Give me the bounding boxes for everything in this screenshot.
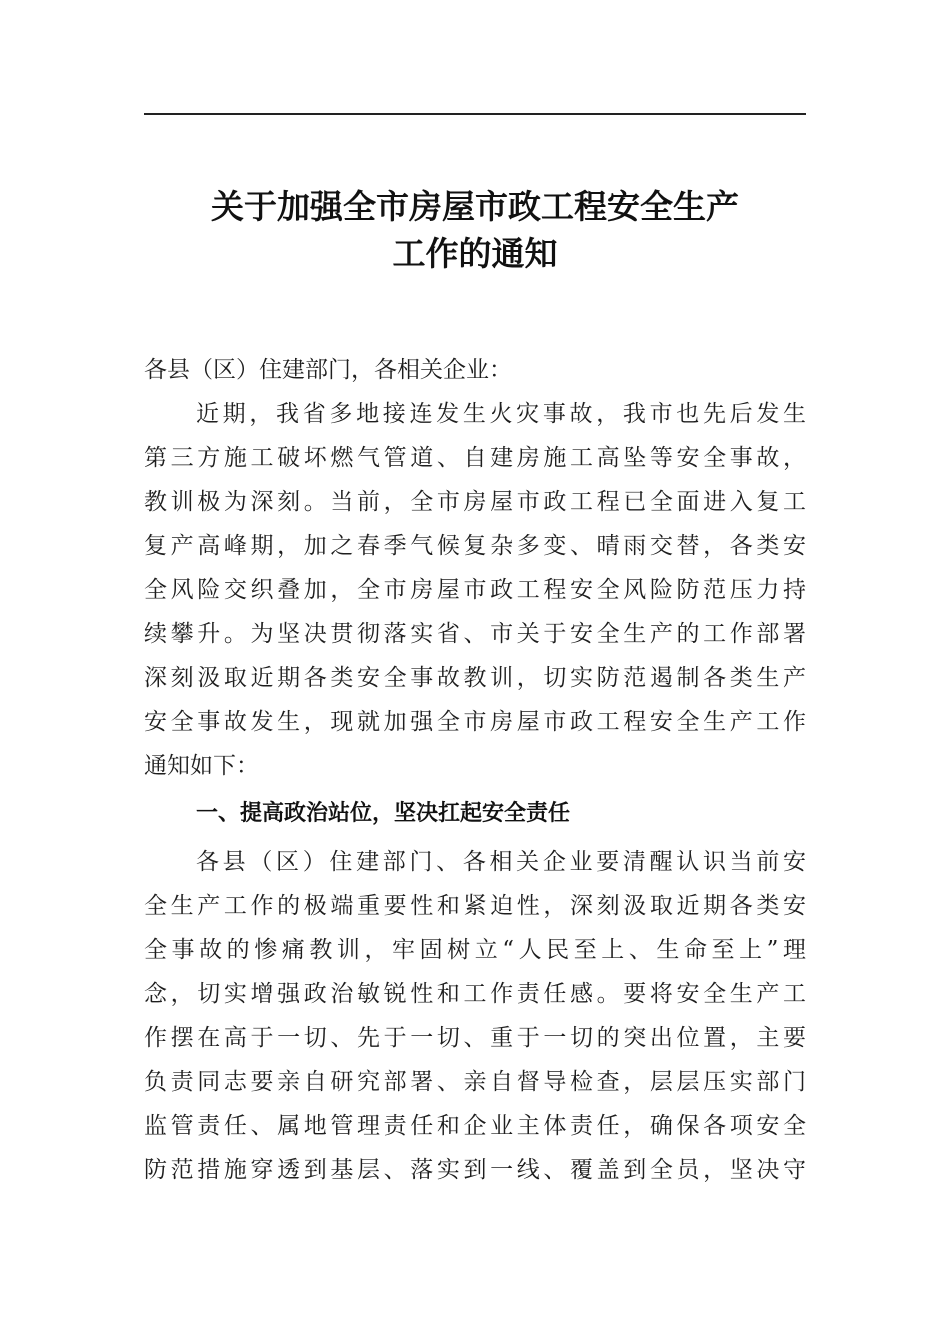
salutation: 各县（区）住建部门，各相关企业：: [144, 357, 512, 383]
title-line-2: 工作的通知: [392, 234, 558, 273]
paragraph-line: 复产高峰期，加之春季气候复杂多变、晴雨交替，各类安: [144, 533, 806, 559]
paragraph-line: 作摆在高于一切、先于一切、重于一切的突出位置，主要: [144, 1025, 806, 1051]
paragraph-line: 防范措施穿透到基层、落实到一线、覆盖到全员，坚决守: [144, 1157, 806, 1183]
paragraph-line: 深刻汲取近期各类安全事故教训，切实防范遏制各类生产: [144, 665, 806, 691]
paragraph-line: 全生产工作的极端重要性和紧迫性，深刻汲取近期各类安: [144, 893, 806, 919]
document-title: [144, 183, 806, 277]
paragraph-line: 全风险交织叠加，全市房屋市政工程安全风险防范压力持: [144, 577, 806, 603]
paragraph-line: 念，切实增强政治敏锐性和工作责任感。要将安全生产工: [144, 981, 806, 1007]
section-heading: 一、提高政治站位，坚决扛起安全责任: [196, 801, 571, 826]
header-rule: [144, 113, 806, 115]
paragraph-line: 全事故的惨痛教训，牢固树立“人民至上、生命至上”理: [144, 937, 806, 963]
paragraph-line: 监管责任、属地管理责任和企业主体责任，确保各项安全: [144, 1113, 806, 1139]
paragraph-line: 各县（区）住建部门、各相关企业要清醒认识当前安: [196, 849, 806, 875]
paragraph-line: 安全事故发生，现就加强全市房屋市政工程安全生产工作: [144, 709, 806, 735]
paragraph-line: 近期，我省多地接连发生火灾事故，我市也先后发生: [196, 401, 806, 427]
paragraph-line: 通知如下：: [144, 753, 259, 779]
paragraph-line: 续攀升。为坚决贯彻落实省、市关于安全生产的工作部署: [144, 621, 806, 647]
paragraph-line: 教训极为深刻。当前，全市房屋市政工程已全面进入复工: [144, 489, 806, 515]
paragraph-line: 第三方施工破坏燃气管道、自建房施工高坠等安全事故，: [144, 445, 806, 471]
paragraph-line: 负责同志要亲自研究部署、亲自督导检查，层层压实部门: [144, 1069, 806, 1095]
title-line-1: 关于加强全市房屋市政工程安全生产: [211, 187, 739, 226]
